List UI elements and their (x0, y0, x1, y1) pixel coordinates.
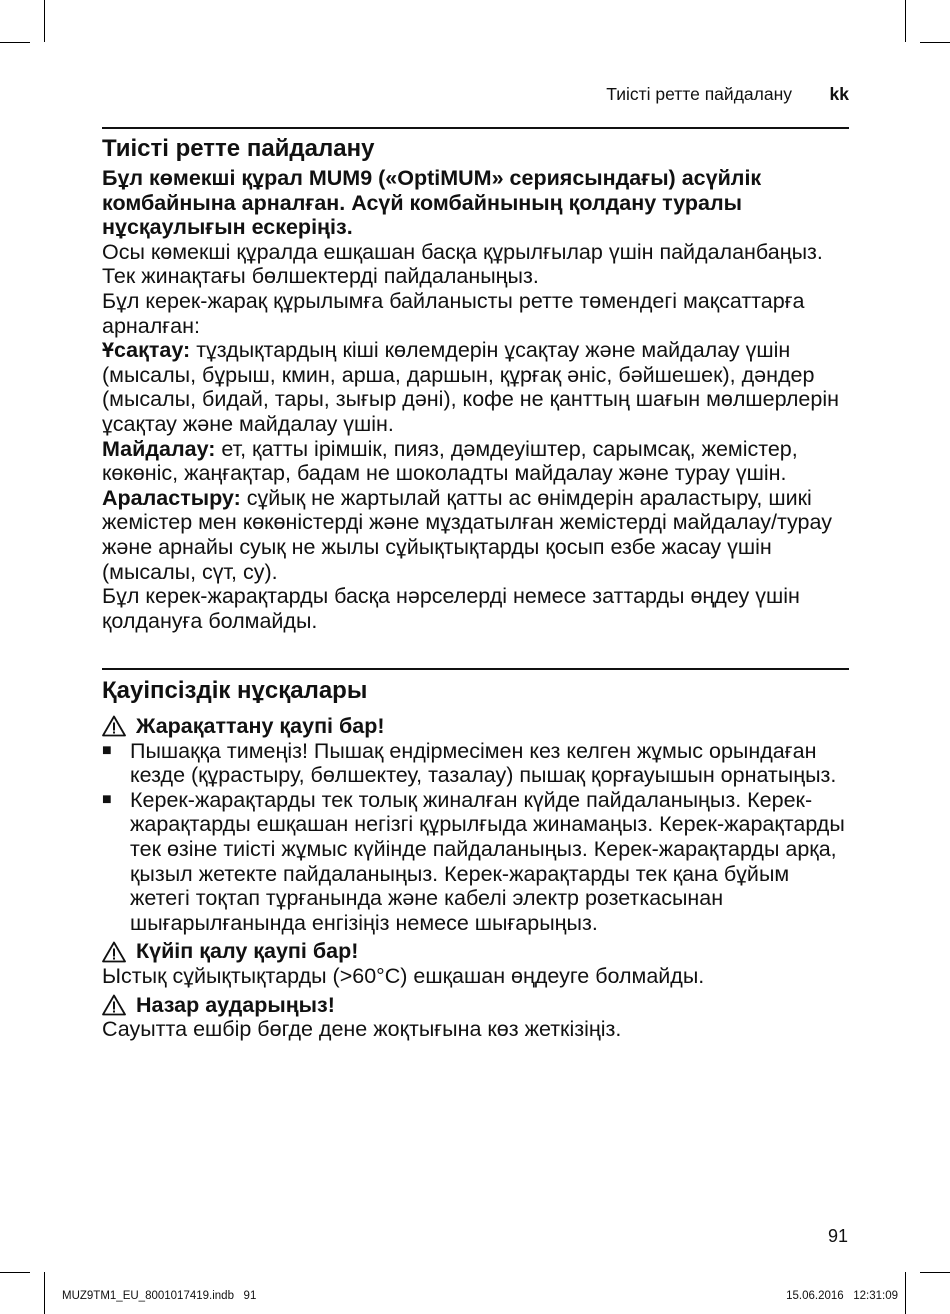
warning-title-text: Назар аударыңыз! (136, 992, 335, 1017)
warning-text: Сауытта ешбір бөгде дене жоқтығына көз жеткізіңіз. (102, 1017, 622, 1042)
use-label: Ұсақтау: (102, 338, 191, 363)
use-text: тұздықтардың кіші көлемдерін ұсақтау және майдалау үшін (мысалы, бұрыш, кмин, арша, даршын, құрғақ әніс, бәйшешек), дәндер (мысалы, бидай, тары, зығыр дәні), кофе не қанттың шағын мөлшерлерін ұсақтау және майдалау үшін. (102, 338, 839, 436)
list-item (102, 788, 849, 936)
paragraph: Бұл керек-жарақ құрылымға байланысты ретте төмендегі мақсаттарға арналған: (102, 288, 805, 338)
language-code: kk (829, 84, 849, 104)
crop-mark (0, 1272, 30, 1273)
paragraph: Осы көмекші құралда ешқашан басқа құрылғылар үшін пайдаланбаңыз. Тек жинақтағы бөлшектерді пайдаланыңыз. (102, 239, 823, 289)
warning-title-text: Күйіп қалу қаупі бар! (136, 939, 359, 964)
use-text: сұйық не жартылай қатты ас өнімдерін араластыру, шикі жемістер мен көкөністерді және мұздатылған жемістерді майдалау/турау және арнайы суық не жылы сұйықтықтарды қосып езбе жасау үшін (мысалы, сүт, су). (102, 485, 832, 584)
footer-datetime: 15.06.2016 12:31:09 (786, 1290, 898, 1302)
section-rule (102, 668, 849, 670)
warning-triangle-icon (102, 941, 126, 963)
use-mincing (102, 437, 849, 486)
section-heading: Қауіпсіздік нұсқалары (102, 677, 368, 704)
use-label: Араластыру: (102, 485, 241, 510)
section-rule (102, 127, 849, 129)
crop-mark (905, 0, 906, 42)
use-mixing (102, 486, 849, 584)
list-item (102, 739, 849, 788)
square-bullet-icon: ■ (102, 790, 112, 808)
use-text: ет, қатты ірімшік, пияз, дәмдеуіштер, сарымсақ, жемістер, көкөніс, жаңғақтар, бадам не шоколадты майдалау және турау үшін. (102, 436, 798, 486)
crop-mark (920, 1272, 950, 1273)
section-intended-use (102, 134, 849, 633)
crop-mark (44, 1272, 45, 1314)
warning-triangle-icon (102, 715, 126, 737)
footer-file-info: MUZ9TM1_EU_8001017419.indb 91 (62, 1290, 257, 1302)
crop-mark (0, 42, 30, 43)
running-header-title: Тиісті ретте пайдалану (606, 84, 792, 104)
use-grinding (102, 338, 849, 436)
square-bullet-icon: ■ (102, 741, 112, 759)
warning-title (102, 939, 849, 964)
crop-mark (920, 42, 950, 43)
section-safety (102, 676, 849, 1042)
list-item-text: Керек-жарақтарды тек толық жиналған күйде пайдаланыңыз. Керек-жарақтарды ешқашан негізгі құрылғыда жинамаңыз. Керек-жарақтарды тек өзіне тиісті жұмыс күйінде пайдаланыңыз. Керек-жарақтарды арқа, қызыл жетекте пайдаланыңыз. Керек-жарақтарды тек қана бұйым жетегі тоқтап тұрғанында және кабелі электр розеткасынан шығарылғанында енгізіңіз немесе шығарыңыз. (130, 787, 845, 935)
page-number: 91 (827, 1226, 848, 1246)
paragraph: Бұл керек-жарақтарды басқа нәрселерді немесе заттарды өңдеу үшін қолдануға болмайды. (102, 584, 800, 633)
warning-title (102, 714, 849, 739)
use-label: Майдалау: (102, 436, 216, 461)
crop-mark (905, 1272, 906, 1314)
running-header (102, 84, 849, 108)
warning-triangle-icon (102, 994, 126, 1016)
list-item-text: Пышаққа тимеңіз! Пышақ ендірмесімен кез келген жұмыс орындаған кезде (құрастыру, бөлшектеу, тазалау) пышақ қорғауышын орнатыңыз. (130, 738, 837, 788)
intro-note: Бұл көмекші құрал MUM9 («OptiMUM» сериясындағы) асүйлік комбайнына арналған. Асүй комбайнының қолдану туралы нұсқаулығын ескеріңіз. (102, 166, 762, 240)
section-heading: Тиісті ретте пайдалану (102, 135, 375, 162)
warning-title-text: Жарақаттану қаупі бар! (136, 714, 385, 738)
crop-mark (44, 0, 45, 42)
warning-text: Ыстық сұйықтықтарды (>60°C) ешқашан өңдеуге болмайды. (102, 963, 705, 988)
warning-title (102, 993, 849, 1018)
